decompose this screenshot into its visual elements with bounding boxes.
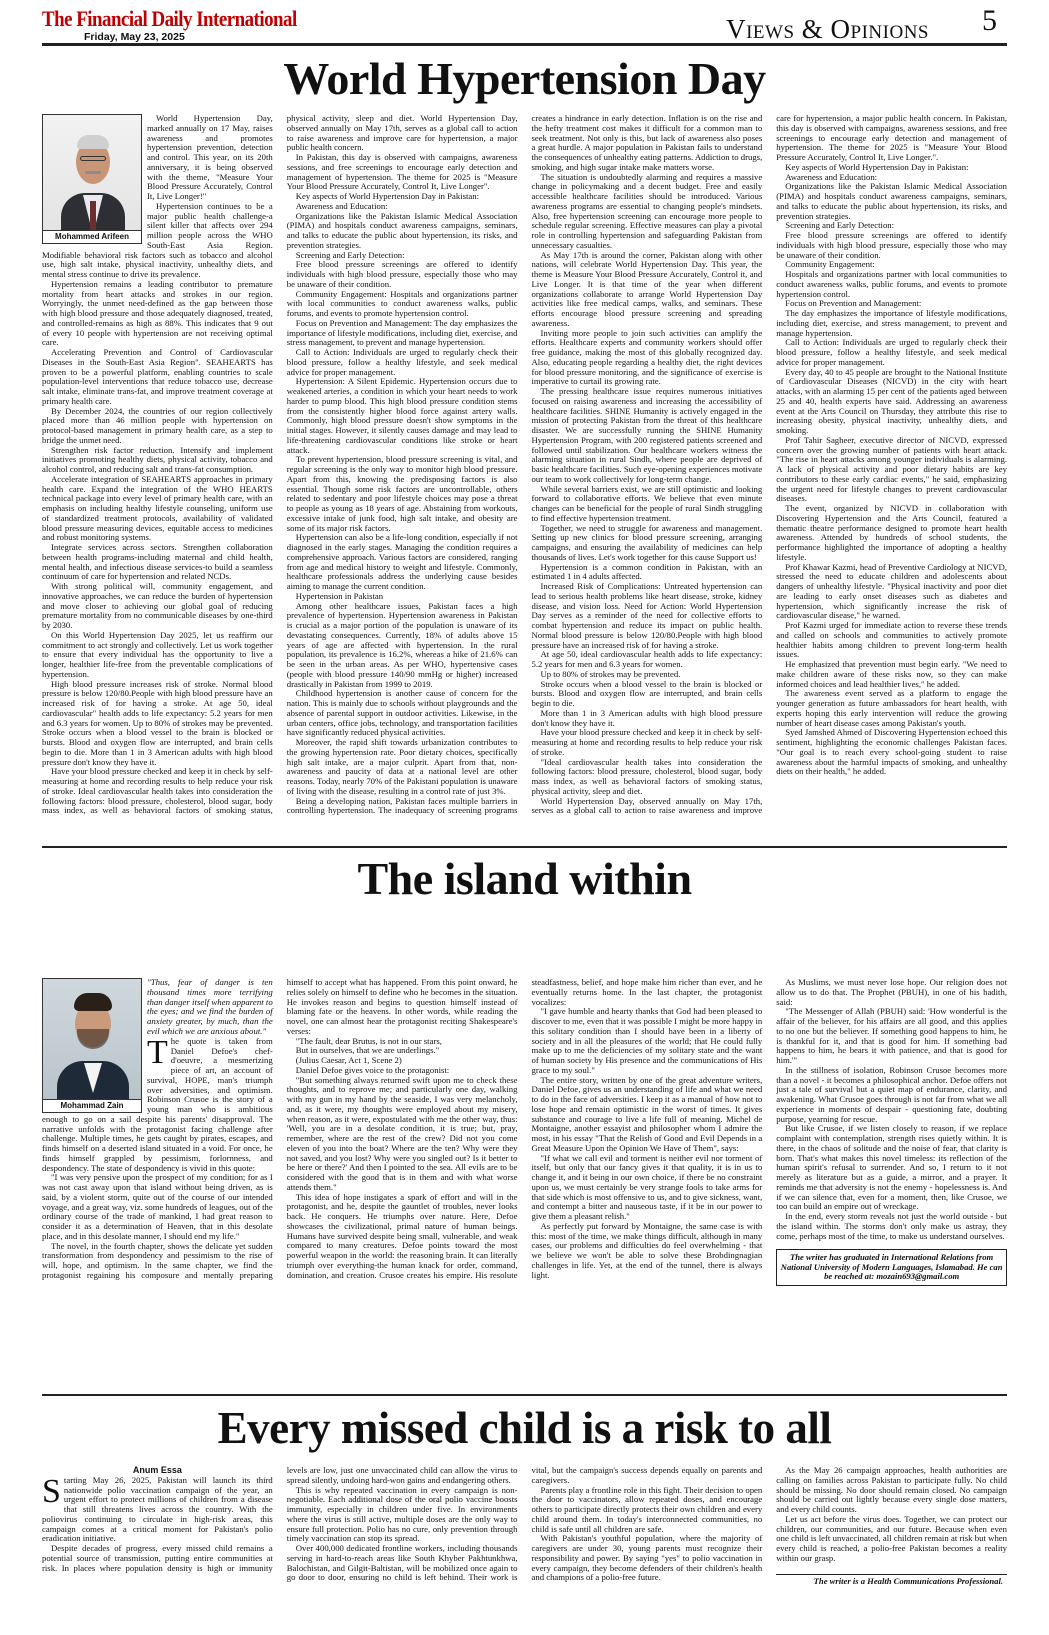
paragraph: Screening and Early Detection:	[785, 220, 895, 231]
article1-author-caption: Mohammed Arifeen	[43, 230, 141, 243]
paragraph: Strengthen risk factor reduction. Intensify and implement initiatives promoting healthy diets, physical activity, tobacco and alcohol control, and reducing salt and trans-fat consumption.	[42, 444, 273, 474]
paragraph: Parents play a frontline role in this fight. Their decision to open the door to vaccinators, allow repeated doses, and encourage others to participate directly protects their own children and every child around them. In today's interconnected communities, no child is safe until all children are safe.	[531, 1484, 763, 1534]
paragraph: Hypertension can also be a life-long condition, especially if not diagnosed in the early stages. Managing the condition requires a comprehensive approach. Various factors are considered, ranging from age and medical history to weight and lifestyle. Commonly, healthcare professionals address the underlying cause besides aiming to manage the current condition.	[286, 532, 518, 591]
paragraph: The entire story, written by one of the great adventure writers, Daniel Defoe, gives us an understanding of life and what we need to do in the face of adversities. I keep it as a manual of how not to lose hope and remain optimistic in the worst of times. It gives substance and courage to live a life full of meaning. Michel de Montaigne, another essayist and philosopher whom I admire the most, in his essay "That the Relish of Good and Evil Depends in a Great Measure Upon the Opinion We Have of Them", says:	[531, 1074, 763, 1153]
paragraph: In the stillness of isolation, Robinson Crusoe becomes more than a novel - it becomes a philosophical anchor. Defoe offers not just a tale of survival but a quiet map of endurance, clarity, and awakening. What Crusoe goes through is not far from what we all experience in moments of despair - questioning fate, doubting purpose, yearning for rescue.	[776, 1064, 1007, 1124]
paragraph: The event, organized by NICVD in collaboration with Discovering Hypertension and the Arts Council, featured a thematic theatre performance designed to promote heart health awareness. Attended by hundreds of school students, the performance highlighted the importance of adopting a healthy lifestyle.	[776, 503, 1007, 562]
paragraph: Syed Jamshed Ahmed of Discovering Hypertension echoed this sentiment, highlighting the economic challenges Pakistan faces. "Our goal is to reach every school-going student to raise awareness about the harmful impacts of smoking, and unhealthy diets on their health," he added.	[776, 727, 1007, 777]
paragraph: Together, we need to struggle for awareness and management. Setting up new clinics for blood pressure screening, arranging campaigns, and ensuring the availability of medicines can help thousands of lives. Let's work together for this cause Support us!	[531, 522, 763, 562]
paragraph: Have your blood pressure checked and keep it in check by self-measuring at home and recording results to help reduce your risk of stroke.	[531, 727, 763, 757]
paragraph: Over 400,000 dedicated frontline workers, including thousands serving in hard-to-reach areas like South Khyber Pakhtunkhwa, Balochistan, and Gilgit-Baltistan, will be mobilized once again to go door to door, ensuring no child is left behind. Their work is vital, but the campaign's success depends equally on parents and caregivers.	[286, 1466, 763, 1583]
paragraph: The awareness event served as a platform to engage the younger generation as future ambassadors for heart health, with experts hoping this early intervention will reduce the growing number of heart disease cases among Pakistan's youth.	[776, 688, 1007, 728]
paragraph: By December 2024, the countries of our region collectively placed more than 46 million people with hypertension on protocol-based management in primary health care, as a step to bridge the unmet need.	[42, 405, 273, 445]
paragraph: Daniel Defoe gives voice to the protagonist:	[295, 1064, 450, 1075]
paragraph: Awareness and Education:	[785, 171, 878, 182]
section-title: Views & Opinions	[726, 14, 929, 44]
paragraph: But in ourselves, that we are underlings."	[295, 1045, 440, 1056]
masthead	[42, 4, 1007, 46]
dropcap: T	[147, 1033, 168, 1071]
paragraph: Stroke occurs when a blood vessel to the brain is blocked or bursts. Blood and oxygen flow are interrupted, and brain cells begin to die.	[531, 678, 763, 708]
paragraph: Childhood hypertension is another cause of concern for the nation. This is mainly due to schools without playgrounds and the absence of parental support in outdoor activities. Likewise, in the urban centers, office jobs, technology, and transportation facilities have significantly reduced physical activities.	[286, 688, 518, 738]
paragraph: Call to Action: Individuals are urged to regularly check their blood pressure, follow a healthy lifestyle, and seek medical advice for proper management.	[286, 347, 518, 377]
article3-body	[42, 1466, 1007, 1621]
paragraph: Prof Kazmi urged for immediate action to reverse these trends and called on schools and communities to actively promote healthier habits among children to prevent long-term health issues.	[776, 620, 1007, 660]
paragraph: Call to Action: Individuals are urged to regularly check their blood pressure, follow a healthy lifestyle, and seek medical advice for proper management.	[776, 337, 1007, 367]
paragraph: The pressing healthcare issue requires numerous initiatives focused on raising awareness and increasing the accessibility of healthcare facilities. SHINE Humanity is actively engaged in the mission of protecting Pakistan from the threat of this healthcare disaster. We are successfully running the SHINE Humanity Hypertension Program, with 200 registered patients screened and followed until stabilization. Our healthcare workers witness the alarming situation in rural Sindh, where people are deprived of basic healthcare facilities. Such eye-opening experiences motivate our team to work collectively for long-term change.	[531, 386, 763, 484]
article3-lead	[42, 1472, 273, 1544]
paragraph: On this World Hypertension Day 2025, let us reaffirm our commitment to act strongly and collectively. Let us work together to ensure that every individual has the opportunity to live a longer, healthier life-free from the preventable complications of hypertension.	[42, 629, 273, 679]
paragraph: Hypertension continues to be a major public health challenge-a silent killer that affects over 294 million people across the WHO South-East Asia Region. Modifiable behavioral risk factors such as tobacco and alcohol use, high salt intake, physical inactivity, unhealthy diets, and mental stress continue to drive its prevalence.	[42, 200, 273, 279]
paragraph: The novel, in the fourth chapter, shows the delicate yet sudden transformation from despondency and pessimism to the rise of will, hope, and optimism. In the same chapter, we find the protagonist regaining his composure and mentally preparing himself to accept what has happened. From this point onward, he relies solely on himself to define who he becomes in the situation. He invokes reason and begins to question himself instead of blaming fate or the heavens. In other words, while reading the novel, one can almost hear the protagonist reciting Shakespeare's verses:	[42, 978, 518, 1280]
paragraph: Hypertension in Pakistan	[295, 590, 384, 601]
paragraph: "Ideal cardiovascular health takes into consideration the following factors: blood pressure, cholesterol, blood sugar, body mass index, as well as behavioral factors of smoking status, physical activity, sleep and diet.	[531, 756, 763, 796]
paragraph: In Pakistan, this day is observed with campaigns, awareness sessions, and free screenings to encourage early detection and management of hypertension. The theme for 2025 is "Measure Your Blood Pressure Accurately, Control It, Live Longer".	[286, 152, 518, 192]
article2-lead-text: he quote is taken from Daniel Defoe's chef-d'oeuvre, a mesmerizing piece of art, an account of survival, HOPE, man's triumph over adversities, and optimism. Robinson Crusoe is the story of a young man who is ambitious enough to go on a sail despite his parents' disapproval. The narrative unfolds with the protagonist facing challenge after challenge. Multiple times, he gets caught by pirates, escapes, and finds himself on a deserted island situated in a void. For once, he finds himself grappled by pessimism, forlornness, and despondency. The state of despondency is vivid in this quote:	[42, 1035, 273, 1173]
paragraph: Inviting more people to join such activities can amplify the efforts. Healthcare experts and community workers should offer free guidance, making the most of this globally recognized day. Also, educating people regarding a healthy diet, the right devices for blood pressure monitoring, and the significance of exercise is imperative to curtail its growing rate.	[531, 327, 763, 387]
article3-lead-text: tarting May 26, 2025, Pakistan will launch its third nationwide polio vaccination campaign of the year, an urgent effort to protect millions of children from a disease that still threatens lives across the country. With the poliovirus continuing to circulate in high-risk areas, this campaign comes at a critical moment for Pakistan's polio eradication initiative.	[42, 1474, 273, 1544]
paragraph: Key aspects of World Hypertension Day in Pakistan:	[295, 191, 479, 201]
paragraph: With Pakistan's youthful population, where the majority of caregivers are under 30, young parents must recognize their responsibility and power. By saying "yes" to polio vaccination in every campaign, they become defenders of their children's health and champions of a polio-free future.	[531, 1533, 763, 1583]
paragraph: High blood pressure increases risk of stroke. Normal blood pressure is below 120/80.People with high blood pressure have an increased risk of for having a stroke. At age 50, ideal cardiovascular" health adds to life expectancy: 5.2 years for men and 6.3 years for women. Up to 80% of strokes may be prevented. Stroke occurs when a blood vessel to the brain is blocked or bursts. Blood and oxygen flow are interrupted, and brain cells begin to die. More than 1 in 3 American adults with high blood pressure don't know they have it.	[42, 678, 273, 767]
paragraph: Free blood pressure screenings are offered to identify individuals with high blood pressure, especially those who may be unaware of their condition.	[776, 230, 1007, 260]
paragraph: "But something always returned swift upon me to check these thoughts, and to reprove me; and particularly one day, walking with my gun in my hand by the seaside, I was very melancholy, and, as it were, my thoughts were employed about my misery, when reason, as it were, expostulated with me the other way, thus: 'Well, you are in a desolate condition, it is true; but, pray, remember, where are the rest of the crew? Did not you come eleven of you into the boat? Where are the ten? Why were they not saved, and you lost? Why were you singled out? Is it better to be here or there?' And then I pointed to the sea. All evils are to be considered with the good that is in them and with what worse attends them."	[286, 1074, 518, 1192]
paragraph: He emphasized that prevention must begin early. "We need to make children aware of these risks now, so they can make informed choices and lead healthier lives," he added.	[776, 659, 1007, 689]
paper-name: The Financial Daily International	[42, 6, 297, 31]
article1-body	[42, 114, 1007, 844]
paragraph: Prof Tahir Sagheer, executive director of NICVD, expressed concern over the growing number of patients with heart attack. "The rise in heart attacks among younger individuals is alarming. A lack of physical activity and poor dietary habits are key contributors to these early cardiac events," he said, emphasizing the urgent need for lifestyle changes to prevent cardiovascular diseases.	[776, 434, 1007, 504]
page-number: 5	[982, 4, 997, 37]
article2-headline: The island within	[357, 853, 692, 904]
paragraph: Organizations like the Pakistan Islamic Medical Association (PIMA) and hospitals conduct awareness campaigns, seminars, and talks to educate the public about hypertension, its risks, and prevention strategies.	[286, 210, 518, 250]
paragraph: "The Messenger of Allah (PBUH) said: 'How wonderful is the affair of the believer, for his affairs are all good, and this applies to no one but the believer. If something good happens to him, he is thankful for it, and that is good for him. If something bad happens to him, he bears it with patience, and that is good for him.'"	[776, 1006, 1007, 1065]
article2-pull-quote: "Thus, fear of danger is ten thousand times more terrifying than danger itself when apparent to the eyes; and we find the burden of anxiety greater, by much, than the evil which we are anxious about."	[147, 978, 273, 1036]
paragraph: Among other healthcare issues, Pakistan faces a high prevalence of hypertension. Hypertension awareness in Pakistan is crucial as a major portion of the population is unaware of its devastating consequences. Currently, 18% of adults above 15 years of age are affected with hypertension. In the rural population, its prevalence is 16.2%, whereas a hike of 21.6% can be seen in the urban areas. As per WHO, hypertensive cases (people with blood pressure 140/90 mmHg or higher) increased drastically in Pakistan from 1999 to 2019.	[286, 600, 518, 689]
paragraph: World Hypertension Day, marked annually on 17 May, raises awareness and promotes hypertension prevention, detection and control. This year, on its 20th anniversary, it is being observed with the theme, "Measure Your Blood Pressure Accurately, Control It, Live Longer!"	[147, 114, 273, 201]
article2-author-caption: Mohammad Zain	[43, 1099, 141, 1112]
paragraph: To prevent hypertension, blood pressure screening is vital, and regular screening is the only way to monitor high blood pressure. Apart from this, knowing the predisposing factors is also essential. Though some risk factors are uncontrollable, others related to sedentary and poor lifestyle choices may pose a threat to people as young as 18 years of age. Abstaining from workouts, excessive intake of junk food, high salt intake, and obesity are some of its major risk factors.	[286, 454, 518, 533]
paragraph: The day emphasizes the importance of lifestyle modifications, including diet, exercise, and stress management, to prevent and manage hypertension.	[776, 308, 1007, 338]
article3-author-bio: The writer is a Health Communications Professional.	[776, 1574, 1007, 1589]
paragraph: Moreover, the rapid shift towards urbanization contributes to the growing hypertension rate. Poor dietary choices, specifically high salt intake, are a major culprit. Apart from that, non-awareness and paucity of data at a national level are other reasons. Today, nearly 70% of the Pakistani population is unaware of living with the disease, resulting in a control rate of just 3%.	[286, 737, 518, 796]
paragraph: Despite decades of progress, every missed child remains a potential source of transmission, putting entire communities at risk. In places where population density is high or immunity levels are low, just one unvaccinated child can allow the virus to spread silently, undoing hard-won gains and endangering others.	[42, 1466, 518, 1573]
paragraph: Increased Risk of Complications: Untreated hypertension can lead to serious health problems like heart disease, stroke, kidney disease, and vision loss. Need for Action: World Hypertension Day serves as a reminder of the need for collective efforts to combat hypertension and reduce its impact on public health. Normal blood pressure is below 120/80.People with high blood pressure have an increased risk of for having a stroke.	[531, 581, 763, 650]
paragraph: While several barriers exist, we are still optimistic and looking forward to collaborative efforts. We believe that even minute changes can be beneficial for the people of rural Sindh struggling to find effective hypertension treatment.	[531, 483, 763, 523]
paragraph: As Muslims, we must never lose hope. Our religion does not allow us to do that. The Prophet (PBUH), in one of his hadith, said:	[776, 978, 1007, 1007]
paragraph: In the end, every storm reveals not just the world outside - but the island within. The storms don't only make us astray, they come, perhaps most of the time, to make us understand ourselves.	[776, 1211, 1007, 1241]
section-divider	[42, 846, 1007, 848]
article3-byline: Anum Essa	[132, 1466, 182, 1475]
paragraph: But like Crusoe, if we listen closely to reason, if we replace complaint with contemplation, strength rises quietly within. It is there, in the chaos of solitude and the noise of fear, that clarity is born. That's what makes this novel timeless: its reflection of the human spirit's refusal to surrender. And so, I return to it not merely as literature but as a guide, a mirror, and a prayer. It reminds me that adversity is not the enemy - hopelessness is. And if we can silence that, even for a moment, then, like Crusoe, we too can build an empire out of wreckage.	[776, 1123, 1007, 1212]
paragraph: As the May 26 campaign approaches, health authorities are calling on families across Pakistan to participate fully. No child should be missing. No door should remain closed. No campaign should be carried out lightly because every single dose matters, and every child counts.	[776, 1466, 1007, 1514]
paragraph: Up to 80% of strokes may be prevented.	[540, 668, 681, 679]
paragraph: The situation is undoubtedly alarming and requires a massive change in policymaking and a decent budget. Free and easily accessible healthcare facilities should be introduced. Various awareness programs are essential to changing people's mindsets. Also, free hypertension screening can encourage more people to schedule regular screening. Effective measures can play a pivotal role in controlling hypertension and safeguarding Pakistan from unnecessary casualties.	[531, 171, 763, 250]
issue-date: Friday, May 23, 2025	[84, 31, 185, 43]
dropcap: S	[42, 1472, 61, 1510]
paragraph: At age 50, ideal cardiovascular health adds to life expectancy: 5.2 years for men and 6.3 years for women.	[531, 649, 763, 669]
paragraph: Have your blood pressure checked and keep it in check by self-measuring at home and recording results to help reduce your risk of stroke. Ideal cardiovascular health takes into consideration the following factors: blood pressure, cholesterol, blood sugar, body mass index, as well as behavioral factors of smoking status, physical activity, sleep and diet. World Hypertension Day, observed annually on May 17th, serves as a global call to action to raise awareness and improve care for hypertension, a major public health concern.	[42, 114, 518, 816]
paragraph: Let us act before the virus does. Together, we can protect our children, our communities, and our future. Because when even one child is left unvaccinated, all children remain at risk but when every child is reached, a polio-free Pakistan becomes a reality within our grasp.	[776, 1513, 1007, 1563]
masthead-rule	[42, 43, 1007, 46]
paragraph: "The fault, dear Brutus, is not in our stars,	[295, 1035, 442, 1046]
paragraph: Focus on Prevention and Management:	[785, 298, 922, 309]
article2-author-bio: The writer has graduated in International Relations from National University of Modern Languages, Islamabad. He can be reached at: mozain693@gmail.com	[776, 1249, 1007, 1286]
author-portrait-image	[43, 115, 141, 230]
paragraph: Key aspects of World Hypertension Day in Pakistan:	[785, 161, 969, 172]
paragraph: "I gave humble and hearty thanks that God had been pleased to discover to me, even that it was possible I might be more happy in this solitary condition than I should have been in a liberty of society and in all the pleasures of the world; that He could fully make up to me the deficiencies of my solitary state and the want of human society by His presence and the communications of His grace to my soul."	[531, 1006, 763, 1075]
article1-paragraphs	[42, 114, 1007, 816]
paragraph: Accelerate integration of SEAHEARTS approaches in primary health care. Expand the integration of the WHO HEARTS technical package into every level of primary health care, with an emphasis on including healthy lifestyle counseling, uniform use of standardized treatment protocols, availability of validated blood pressure measuring devices, equitable access to medicines and robust monitoring systems.	[42, 473, 273, 543]
paragraph: Awareness and Education:	[295, 200, 388, 211]
paragraph: This idea of hope instigates a spark of effort and will in the protagonist, and he, despite the gauntlet of troubles, never looks back. He conquers. He triumphs over nature. Here, Defoe showcases the civilizational, primal nature of human beings. Humans have survived despite being small, vulnerable, and weak compared to many creatures. Defoe points toward the most powerful weapon in the world: the reasoning brain. It can literally triumph over everything-the human knack for order, command, domination, and creation. Crusoe creates his empire. His resolute steadfastness, belief, and hope make him richer than ever, and he eventually returns home. In the last chapter, the protagonist vocalizes:	[286, 978, 763, 1280]
paragraph: Hypertension: A Silent Epidemic. Hypertension occurs due to weakened arteries, a condition in which your heart needs to work harder to pump blood. This high blood pressure condition stems from the consistently higher blood force against artery walls. Commonly, high blood pressure doesn't show symptoms in the initial stages. However, it silently causes damage and may lead to life-threatening cardiovascular conditions like stroke or heart attack.	[286, 376, 518, 455]
paragraph: World Hypertension Day, observed annually on May 17th, serves as a global call to action to raise awareness and improve care for hypertension, a major public health concern. In Pakistan, this day is observed with campaigns, awareness sessions, and free screenings to encourage early detection and management of hypertension. The theme for 2025 is "Measure Your Blood Pressure Accurately, Control It, Live Longer.".	[531, 114, 1007, 816]
article2-body	[42, 978, 1007, 1340]
paragraph: Community Engagement: Hospitals and organizations partner with local communities to conduct awareness walks, public forums, and events to promote hypertension control.	[286, 288, 518, 318]
author-portrait-image	[43, 979, 141, 1099]
paragraph: "If what we call evil and torment is neither evil nor torment of itself, but only that our fancy gives it that quality, it is in us to change it, and it being in our own choice, if there be no constraint upon us, we must certainly be very strange fools to take arms for that side which is most offensive to us, and to give sickness, want, and contempt a bitter and nauseous taste, if it be in our power to give them a pleasant relish."	[531, 1152, 763, 1221]
article3-headline: Every missed child is a risk to all	[217, 1403, 832, 1453]
paragraph: With strong political will, community engagement, and innovative approaches, we can reduce the burden of hypertension and move closer to achieving our global goal of reducing premature mortality from no communicable diseases by one-third by 2030.	[42, 581, 273, 630]
paragraph: Community Engagement:	[785, 259, 875, 270]
paragraph: Focus on Prevention and Management: The day emphasizes the importance of lifestyle modifications, including diet, exercise, and stress management, to prevent and manage hypertension.	[286, 317, 518, 348]
paragraph: As perfectly put forward by Montaigne, the same case is with this: most of the time, we make things difficult, although in many cases, our problems and difficulties do feel overwhelming - that we believe we won't be able to solve these Brobdingnagian challenges in life. Yet, at the end of the tunnel, there is always light.	[531, 1220, 763, 1280]
paragraph: Organizations like the Pakistan Islamic Medical Association (PIMA) and hospitals conduct awareness campaigns, seminars, and talks to educate the public about hypertension, its risks, and prevention strategies.	[776, 181, 1007, 221]
paragraph: "I was very pensive upon the prospect of my condition; for as I was not cast away upon that island without being driven, as is said, by a violent storm, quite out of the course of our intended voyage, and a great way, viz. some hundreds of leagues, out of the ordinary course of the trade of mankind, I had great reason to consider it as a determination of Heaven, that in this desolate place, and in this desolate manner, I should end my life."	[42, 1172, 273, 1241]
article1-headline: World Hypertension Day	[283, 53, 766, 104]
paragraph: Being a developing nation, Pakistan faces multiple barriers in controlling hypertension. The inadequacy of screening programs creates a hindrance in early detection. Inflation is on the rise and the hefty treatment cost makes it difficult for a common man to seek treatment. Not only is this, but lack of awareness also poses a great hurdle. A major population in Pakistan fails to understand the consequences of unhealthy eating patterns. Addiction to drugs, smoking, and high sugar intake make matters worse.	[286, 114, 763, 816]
article1-author-photo	[42, 114, 142, 244]
paragraph: (Julius Caesar, Act 1, Scene 2)	[295, 1055, 402, 1065]
paragraph: Hypertension remains a leading contributor to premature mortality from heart attacks and strokes in our region. Worryingly, the unmet need-defined as the gap between those with high blood pressure and those adequately diagnosed, treated, and controlled-remains as high as 88%. This indicates that 9 out of every 10 people with hypertension are not receiving optimal care.	[42, 278, 273, 348]
paragraph: As May 17th is around the corner, Pakistan along with other nations, will celebrate World Hypertension Day. This year, the theme is Measure Your Blood Pressure Accurately, Control it, and Live Longer. It is that time of the year when different organizations collaborate to arrange World Hypertension Day activities like free medical camps, walks, and seminars. These efforts encourage blood pressure screening and spreading awareness.	[531, 249, 763, 328]
paragraph: More than 1 in 3 American adults with high blood pressure don't know they have it.	[531, 707, 763, 728]
paragraph: Hospitals and organizations partner with local communities to conduct awareness walks, public forums, and events to promote hypertension control.	[776, 269, 1007, 299]
section-divider	[42, 1394, 1007, 1396]
paragraph: Every day, 40 to 45 people are brought to the National Institute of Cardiovascular Diseases (NICVD) in the city with heart attacks, with an alarming 15 per cent of the patients aged between 25 and 40, health experts have said. Addressing an awareness event at the Arts Council on Thursday, they attribute this rise to increasing obesity, physical inactivity, unhealthy diets, and smoking.	[776, 366, 1007, 435]
paragraph: Prof Khawar Kazmi, head of Preventive Cardiology at NICVD, stressed the need to educate children and adolescents about dangers of unhealthy lifestyle. "Physical inactivity and poor diet are leading to early onset diseases such as diabetes and hypertension, which significantly increase the risk of cardiovascular disease," he warned.	[776, 561, 1007, 621]
paragraph: Hypertension is a common condition in Pakistan, with an estimated 1 in 4 adults affected.	[531, 561, 763, 582]
paragraph: Integrate services across sectors. Strengthen collaboration between health programs-including maternal and child health, mental health, and infectious disease services-to build a seamless continuum of care for hypertension and related NCDs.	[42, 542, 273, 582]
article2-author-photo	[42, 978, 142, 1113]
paragraph: Screening and Early Detection:	[295, 249, 405, 260]
paragraph: This is why repeated vaccination in every campaign is non-negotiable. Each additional dose of the oral polio vaccine boosts immunity, especially in children under five. In environments where the virus is still active, multiple doses are the only way to ensure full protection. Polio has no cure, only prevention through timely vaccination can stop its spread.	[286, 1484, 518, 1544]
paragraph: Accelerating Prevention and Control of Cardiovascular Diseases in the South-East Asia Region". SEAHEARTS has proven to be a powerful platform, enabling countries to scale population-level interventions that reduce tobacco use, decrease salt intake, eliminate trans-fat, and improve treatment coverage at primary health care.	[42, 347, 273, 406]
paragraph: Free blood pressure screenings are offered to identify individuals with high blood pressure, especially those who may be unaware of their condition.	[286, 259, 518, 289]
